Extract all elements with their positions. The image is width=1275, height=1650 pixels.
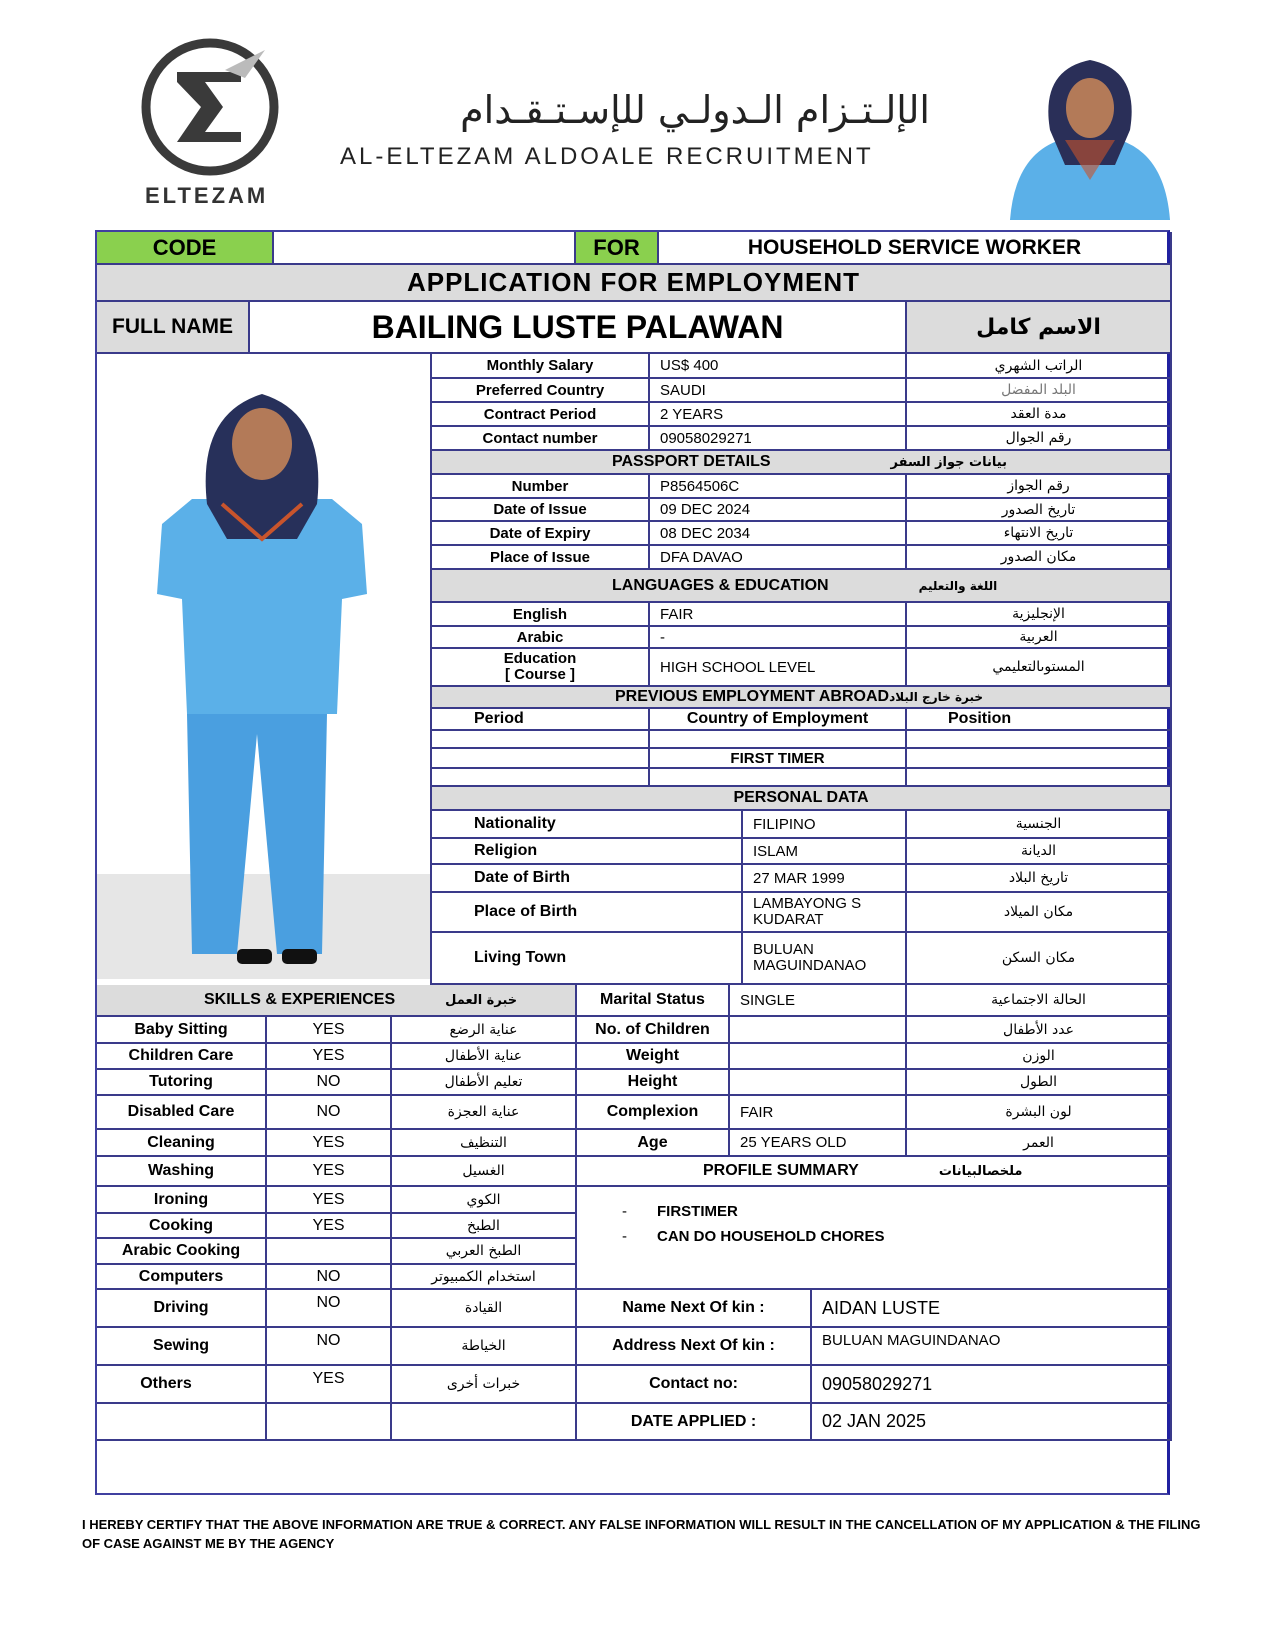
previous-employment-header bbox=[432, 687, 1172, 709]
passport-title: PASSPORT DETAILS bbox=[612, 453, 771, 470]
living-town-label-arabic: مكان السكن bbox=[907, 933, 1172, 985]
skill-label: Children Care bbox=[97, 1044, 267, 1070]
languages-section-header bbox=[432, 570, 1172, 603]
preferred-country-label: Preferred Country bbox=[432, 379, 650, 403]
children-count-label-arabic: عدد الأطفال bbox=[907, 1017, 1172, 1044]
expiry-date-label-arabic: تاريخ الانتهاء bbox=[907, 522, 1172, 546]
kin-address-value: BULUAN MAGUINDANAO bbox=[812, 1328, 1172, 1366]
weight-label: Weight bbox=[577, 1044, 730, 1070]
salary-label: Monthly Salary bbox=[432, 354, 650, 379]
kin-name-value: AIDAN LUSTE bbox=[812, 1290, 1172, 1328]
religion-value: ISLAM bbox=[743, 839, 907, 865]
applicant-full-photo bbox=[97, 354, 432, 1007]
skill-label-arabic: الخياطة bbox=[392, 1328, 577, 1366]
empty-cell bbox=[97, 1404, 267, 1441]
previous-row-empty bbox=[650, 731, 907, 749]
previous-row-empty bbox=[907, 731, 1172, 749]
skill-label-arabic: خبرات أخرى bbox=[392, 1366, 577, 1404]
date-of-birth-label-arabic: تاريخ البلاد bbox=[907, 865, 1172, 893]
kin-contact-label: Contact no: bbox=[577, 1366, 812, 1404]
education-label-arabic: المستوىالتعليمي bbox=[907, 649, 1172, 687]
previous-employment-title-arabic: خبرة خارج البلاد bbox=[889, 690, 984, 704]
skill-value: YES bbox=[267, 1157, 392, 1187]
languages-title: LANGUAGES & EDUCATION bbox=[612, 576, 829, 594]
children-count-label: No. of Children bbox=[577, 1017, 730, 1044]
salary-value: US$ 400 bbox=[650, 354, 907, 379]
form-title: APPLICATION FOR EMPLOYMENT bbox=[97, 265, 1172, 302]
complexion-label: Complexion bbox=[577, 1096, 730, 1130]
company-name-english: AL-ELTEZAM ALDOALE RECRUITMENT bbox=[340, 143, 874, 170]
personal-data-header: PERSONAL DATA bbox=[432, 787, 1172, 811]
skill-label: Computers bbox=[97, 1265, 267, 1290]
skill-value: YES bbox=[267, 1366, 392, 1404]
height-value bbox=[730, 1070, 907, 1096]
skill-label: Driving bbox=[97, 1290, 267, 1328]
preferred-country-value: SAUDI bbox=[650, 379, 907, 403]
date-applied-label: DATE APPLIED : bbox=[577, 1404, 812, 1441]
passport-number-label-arabic: رقم الجواز bbox=[907, 475, 1172, 499]
religion-label-arabic: الديانة bbox=[907, 839, 1172, 865]
skill-label: Cooking bbox=[97, 1214, 267, 1239]
skill-value: YES bbox=[267, 1214, 392, 1239]
arabic-value: - bbox=[650, 627, 907, 649]
skill-label: Sewing bbox=[97, 1328, 267, 1366]
full-name-label: FULL NAME bbox=[97, 302, 250, 354]
profile-summary-title: PROFILE SUMMARY bbox=[703, 1162, 859, 1179]
skill-label: Ironing bbox=[97, 1187, 267, 1214]
previous-row-empty bbox=[907, 769, 1172, 787]
skill-label-arabic: القيادة bbox=[392, 1290, 577, 1328]
age-label: Age bbox=[577, 1130, 730, 1157]
skill-label-arabic: تعليم الأطفال bbox=[392, 1070, 577, 1096]
skill-label-arabic: استخدام الكمبيوتر bbox=[392, 1265, 577, 1290]
contact-number-label-arabic: رقم الجوال bbox=[907, 427, 1172, 451]
previous-row-empty bbox=[432, 731, 650, 749]
empty-cell bbox=[267, 1404, 392, 1441]
skill-value: NO bbox=[267, 1290, 392, 1328]
english-label-arabic: الإنجليزية bbox=[907, 603, 1172, 627]
skill-value: NO bbox=[267, 1096, 392, 1130]
skills-section-header bbox=[97, 985, 577, 1017]
complexion-value: FAIR bbox=[730, 1096, 907, 1130]
profile-summary-body bbox=[577, 1187, 1172, 1290]
skill-value: YES bbox=[267, 1130, 392, 1157]
age-value: 25 YEARS OLD bbox=[730, 1130, 907, 1157]
children-count-value bbox=[730, 1017, 907, 1044]
date-of-birth-label: Date of Birth bbox=[432, 865, 743, 893]
previous-row-empty bbox=[432, 749, 650, 769]
skill-value: YES bbox=[267, 1044, 392, 1070]
english-value: FAIR bbox=[650, 603, 907, 627]
place-of-birth-value: LAMBAYONG S KUDARAT bbox=[743, 893, 907, 933]
complexion-label-arabic: لون البشرة bbox=[907, 1096, 1172, 1130]
skills-title: SKILLS & EXPERIENCES bbox=[204, 991, 396, 1008]
expiry-date-label: Date of Expiry bbox=[432, 522, 650, 546]
skill-value: NO bbox=[267, 1265, 392, 1290]
kin-address-label: Address Next Of kin : bbox=[577, 1328, 812, 1366]
skill-label: Others bbox=[97, 1366, 267, 1404]
skill-label-arabic: عناية الأطفال bbox=[392, 1044, 577, 1070]
logo-text: ELTEZAM bbox=[145, 183, 269, 208]
skill-label-arabic: التنظيف bbox=[392, 1130, 577, 1157]
salary-label-arabic: الراتب الشهري bbox=[907, 354, 1172, 379]
contract-period-label: Contract Period bbox=[432, 403, 650, 427]
country-column-header: Country of Employment bbox=[650, 709, 907, 731]
code-value bbox=[274, 232, 576, 265]
education-value: HIGH SCHOOL LEVEL bbox=[650, 649, 907, 687]
education-label: Education [ Course ] bbox=[432, 649, 650, 687]
kin-contact-value: 09058029271 bbox=[812, 1366, 1172, 1404]
living-town-value: BULUAN MAGUINDANAO bbox=[743, 933, 907, 985]
weight-label-arabic: الوزن bbox=[907, 1044, 1172, 1070]
skill-label-arabic: عناية العجزة bbox=[392, 1096, 577, 1130]
skill-label: Cleaning bbox=[97, 1130, 267, 1157]
skill-value: YES bbox=[267, 1017, 392, 1044]
arabic-label-arabic: العربية bbox=[907, 627, 1172, 649]
marital-status-value: SINGLE bbox=[730, 985, 907, 1017]
position-applied: HOUSEHOLD SERVICE WORKER bbox=[659, 232, 1172, 265]
summary-item: - CAN DO HOUSEHOLD CHORES bbox=[622, 1228, 885, 1245]
place-of-issue-label-arabic: مكان الصدور bbox=[907, 546, 1172, 570]
weight-value bbox=[730, 1044, 907, 1070]
empty-cell bbox=[392, 1404, 577, 1441]
nationality-value: FILIPINO bbox=[743, 811, 907, 839]
skill-value: NO bbox=[267, 1328, 392, 1366]
place-of-issue-label: Place of Issue bbox=[432, 546, 650, 570]
issue-date-value: 09 DEC 2024 bbox=[650, 499, 907, 522]
issue-date-label: Date of Issue bbox=[432, 499, 650, 522]
previous-employment-title: PREVIOUS EMPLOYMENT ABROAD bbox=[615, 688, 890, 705]
preferred-country-label-arabic: البلد المفضل bbox=[907, 379, 1172, 403]
skill-label: Disabled Care bbox=[97, 1096, 267, 1130]
contract-period-value: 2 YEARS bbox=[650, 403, 907, 427]
kin-name-label: Name Next Of kin : bbox=[577, 1290, 812, 1328]
religion-label: Religion bbox=[432, 839, 743, 865]
height-label-arabic: الطول bbox=[907, 1070, 1172, 1096]
skill-value: NO bbox=[267, 1070, 392, 1096]
passport-title-arabic: بيانات جواز السفر bbox=[890, 454, 1007, 470]
for-label: FOR bbox=[576, 232, 659, 265]
skill-label-arabic: الكوي bbox=[392, 1187, 577, 1214]
period-column-header: Period bbox=[432, 709, 650, 731]
height-label: Height bbox=[577, 1070, 730, 1096]
skill-value bbox=[267, 1239, 392, 1265]
skill-label: Tutoring bbox=[97, 1070, 267, 1096]
english-label: English bbox=[432, 603, 650, 627]
contract-period-label-arabic: مدة العقد bbox=[907, 403, 1172, 427]
skill-label-arabic: الطبخ العربي bbox=[392, 1239, 577, 1265]
passport-section-header bbox=[432, 451, 1172, 475]
profile-summary-header bbox=[577, 1157, 1172, 1187]
living-town-label: Living Town bbox=[432, 933, 743, 985]
skill-label: Baby Sitting bbox=[97, 1017, 267, 1044]
full-name-label-arabic: الاسم كامل bbox=[907, 302, 1172, 354]
marital-status-label: Marital Status bbox=[577, 985, 730, 1017]
skill-label: Arabic Cooking bbox=[97, 1239, 267, 1265]
date-of-birth-value: 27 MAR 1999 bbox=[743, 865, 907, 893]
first-timer-note: FIRST TIMER bbox=[650, 749, 907, 769]
nationality-label: Nationality bbox=[432, 811, 743, 839]
age-label-arabic: العمر bbox=[907, 1130, 1172, 1157]
company-logo bbox=[105, 30, 320, 220]
place-of-birth-label: Place of Birth bbox=[432, 893, 743, 933]
skill-label: Washing bbox=[97, 1157, 267, 1187]
company-name-arabic: الإلـتـزام الـدولـي للإسـتـقـدام bbox=[460, 88, 930, 132]
place-of-issue-value: DFA DAVAO bbox=[650, 546, 907, 570]
place-of-birth-label-arabic: مكان الميلاد bbox=[907, 893, 1172, 933]
contact-number-label: Contact number bbox=[432, 427, 650, 451]
passport-number-value: P8564506C bbox=[650, 475, 907, 499]
skill-label-arabic: الغسيل bbox=[392, 1157, 577, 1187]
marital-status-label-arabic: الحالة الاجتماعية bbox=[907, 985, 1172, 1017]
skill-label-arabic: الطبخ bbox=[392, 1214, 577, 1239]
skill-label-arabic: عناية الرضع bbox=[392, 1017, 577, 1044]
skill-value: YES bbox=[267, 1187, 392, 1214]
languages-title-arabic: اللغة والتعليم bbox=[918, 578, 998, 593]
code-label: CODE bbox=[97, 232, 274, 265]
passport-number-label: Number bbox=[432, 475, 650, 499]
summary-item: - FIRSTIMER bbox=[622, 1203, 738, 1220]
issue-date-label-arabic: تاريخ الصدور bbox=[907, 499, 1172, 522]
date-applied-value: 02 JAN 2025 bbox=[812, 1404, 1172, 1441]
certification-statement: I HEREBY CERTIFY THAT THE ABOVE INFORMATION ARE TRUE & CORRECT. ANY FALSE INFORMATION WILL RESULT IN THE CANCELLATION OF MY APPLICATION & THE FILING OF CASE AGAINST ME BY THE AGENCY bbox=[82, 1517, 1201, 1551]
previous-row-empty bbox=[650, 769, 907, 787]
skills-title-arabic: خبرة العمل bbox=[445, 992, 518, 1008]
profile-summary-title-arabic: ملخصالبيانات bbox=[938, 1163, 1023, 1179]
previous-row-empty bbox=[432, 769, 650, 787]
position-column-header: Position bbox=[907, 709, 1172, 731]
full-name-value: BAILING LUSTE PALAWAN bbox=[250, 302, 907, 354]
nationality-label-arabic: الجنسية bbox=[907, 811, 1172, 839]
application-form bbox=[95, 230, 1170, 1495]
arabic-label: Arabic bbox=[432, 627, 650, 649]
expiry-date-value: 08 DEC 2034 bbox=[650, 522, 907, 546]
applicant-headshot bbox=[1005, 30, 1175, 220]
contact-number-value: 09058029271 bbox=[650, 427, 907, 451]
previous-row-empty bbox=[907, 749, 1172, 769]
